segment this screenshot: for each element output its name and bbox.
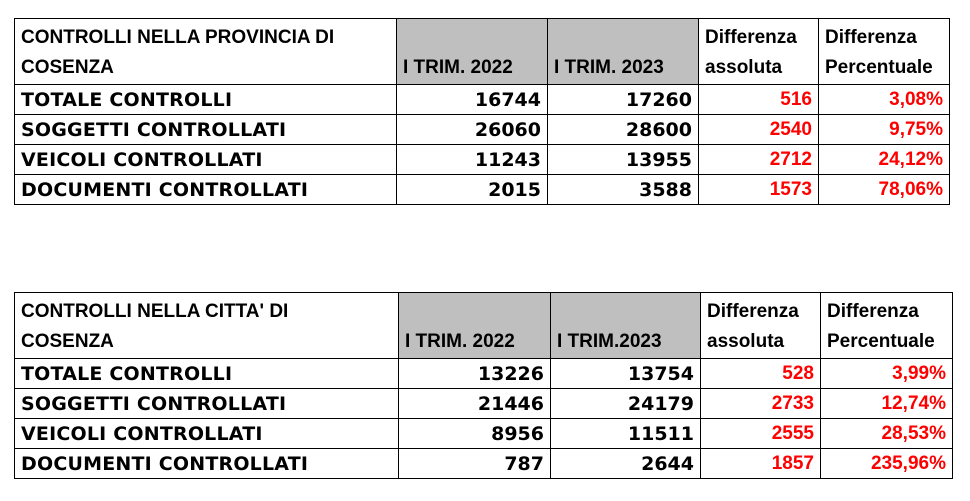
row-label: SOGGETTI CONTROLLATI bbox=[15, 115, 397, 145]
percentage-difference: 235,96% bbox=[821, 449, 953, 479]
absolute-difference: 1857 bbox=[701, 449, 821, 479]
absolute-difference: 1573 bbox=[699, 175, 819, 205]
absolute-difference: 2540 bbox=[699, 115, 819, 145]
percentage-difference: 78,06% bbox=[819, 175, 950, 205]
value-2022: 21446 bbox=[399, 389, 551, 419]
header-row bbox=[15, 293, 953, 359]
column-header-2022: I TRIM. 2022 bbox=[397, 19, 548, 85]
value-2022: 26060 bbox=[397, 115, 548, 145]
value-2023: 24179 bbox=[551, 389, 701, 419]
column-header-absolute-line1: Differenza bbox=[707, 301, 799, 322]
table-row bbox=[15, 85, 950, 115]
column-header-absolute-line2: assoluta bbox=[707, 331, 785, 352]
row-label: DOCUMENTI CONTROLLATI bbox=[15, 175, 397, 205]
table-title-line2: COSENZA bbox=[21, 57, 114, 78]
column-header-absolute-line1: Differenza bbox=[705, 27, 797, 48]
column-header-percentage-difference bbox=[821, 293, 953, 359]
percentage-difference: 12,74% bbox=[821, 389, 953, 419]
table-title-line1: CONTROLLI NELLA CITTA' DI bbox=[21, 301, 289, 322]
value-2022: 8956 bbox=[399, 419, 551, 449]
absolute-difference: 2733 bbox=[701, 389, 821, 419]
value-2022: 787 bbox=[399, 449, 551, 479]
row-label: VEICOLI CONTROLLATI bbox=[15, 145, 397, 175]
column-header-absolute-difference bbox=[701, 293, 821, 359]
row-label: SOGGETTI CONTROLLATI bbox=[15, 389, 399, 419]
province-controls-table bbox=[14, 18, 950, 205]
table-row bbox=[15, 389, 953, 419]
absolute-difference: 516 bbox=[699, 85, 819, 115]
column-header-percentage-line1: Differenza bbox=[825, 27, 917, 48]
column-header-percentage-line2: Percentuale bbox=[825, 57, 933, 78]
value-2023: 13955 bbox=[548, 145, 699, 175]
row-label: VEICOLI CONTROLLATI bbox=[15, 419, 399, 449]
value-2022: 16744 bbox=[397, 85, 548, 115]
value-2023: 28600 bbox=[548, 115, 699, 145]
value-2023: 2644 bbox=[551, 449, 701, 479]
value-2023: 3588 bbox=[548, 175, 699, 205]
value-2022: 11243 bbox=[397, 145, 548, 175]
row-label: TOTALE CONTROLLI bbox=[15, 359, 399, 389]
percentage-difference: 3,99% bbox=[821, 359, 953, 389]
column-header-absolute-difference bbox=[699, 19, 819, 85]
table-row bbox=[15, 175, 950, 205]
table-row bbox=[15, 359, 953, 389]
percentage-difference: 3,08% bbox=[819, 85, 950, 115]
value-2023: 13754 bbox=[551, 359, 701, 389]
percentage-difference: 9,75% bbox=[819, 115, 950, 145]
percentage-difference: 24,12% bbox=[819, 145, 950, 175]
value-2022: 13226 bbox=[399, 359, 551, 389]
table-title bbox=[15, 19, 397, 85]
table-title bbox=[15, 293, 399, 359]
absolute-difference: 2555 bbox=[701, 419, 821, 449]
column-header-2022: I TRIM. 2022 bbox=[399, 293, 551, 359]
value-2023: 11511 bbox=[551, 419, 701, 449]
table-row bbox=[15, 145, 950, 175]
row-label: DOCUMENTI CONTROLLATI bbox=[15, 449, 399, 479]
absolute-difference: 2712 bbox=[699, 145, 819, 175]
table-title-line2: COSENZA bbox=[21, 331, 114, 352]
value-2022: 2015 bbox=[397, 175, 548, 205]
table-row bbox=[15, 449, 953, 479]
absolute-difference: 528 bbox=[701, 359, 821, 389]
city-controls-table bbox=[14, 292, 953, 479]
table-title-line1: CONTROLLI NELLA PROVINCIA DI bbox=[21, 27, 335, 48]
column-header-percentage-line2: Percentuale bbox=[827, 331, 935, 352]
percentage-difference: 28,53% bbox=[821, 419, 953, 449]
column-header-absolute-line2: assoluta bbox=[705, 57, 783, 78]
row-label: TOTALE CONTROLLI bbox=[15, 85, 397, 115]
table-row bbox=[15, 115, 950, 145]
value-2023: 17260 bbox=[548, 85, 699, 115]
column-header-percentage-difference bbox=[819, 19, 950, 85]
table-row bbox=[15, 419, 953, 449]
column-header-2023: I TRIM. 2023 bbox=[548, 19, 699, 85]
header-row bbox=[15, 19, 950, 85]
column-header-percentage-line1: Differenza bbox=[827, 301, 919, 322]
column-header-2023: I TRIM.2023 bbox=[551, 293, 701, 359]
